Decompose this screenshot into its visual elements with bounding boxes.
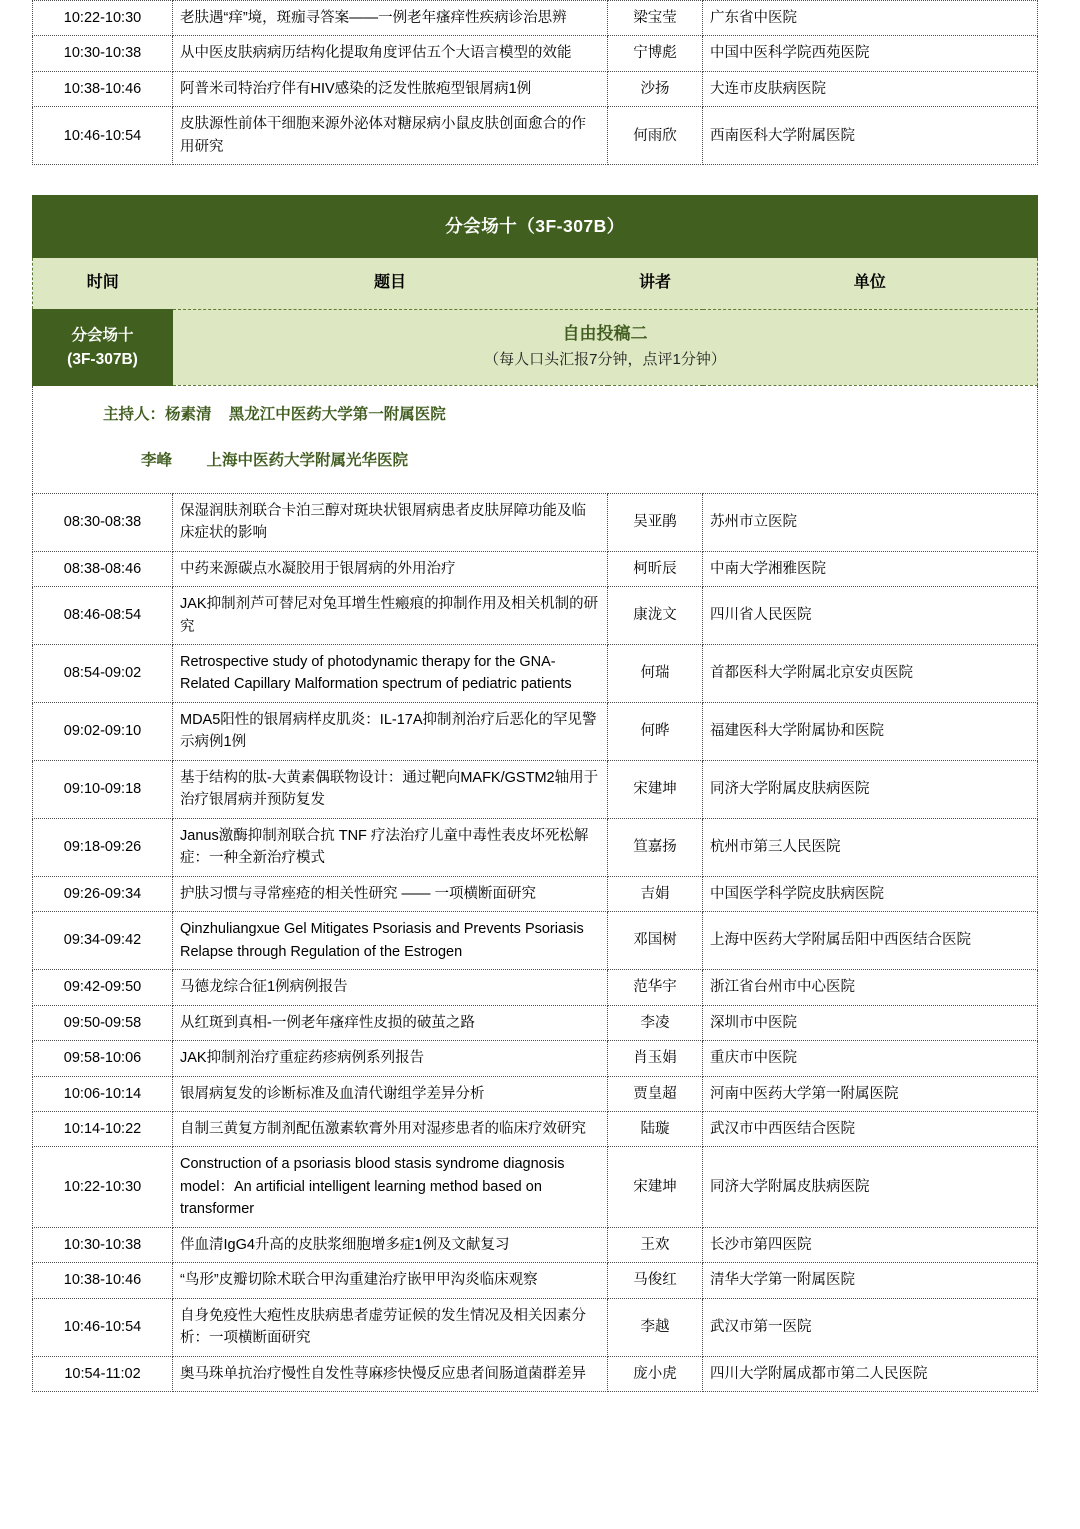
row-org: 河南中医药大学第一附属医院 (703, 1076, 1038, 1111)
row-speaker: 宋建坤 (608, 760, 703, 818)
row-title: 中药来源碳点水凝胶用于银屑病的外用治疗 (173, 551, 608, 586)
table-row (33, 1112, 1038, 1147)
venue-schedule-table (32, 195, 1038, 1392)
table-row (33, 493, 1038, 551)
row-org: 武汉市中西医结合医院 (703, 1112, 1038, 1147)
row-org: 深圳市中医院 (703, 1005, 1038, 1040)
row-title: 银屑病复发的诊断标准及血清代谢组学差异分析 (173, 1076, 608, 1111)
row-time: 10:46-10:54 (33, 107, 173, 165)
row-speaker: 吉娟 (608, 876, 703, 911)
row-time: 10:30-10:38 (33, 1227, 173, 1262)
row-speaker: 何雨欣 (608, 107, 703, 165)
table-row (33, 1263, 1038, 1298)
row-time: 08:30-08:38 (33, 493, 173, 551)
table-row (33, 912, 1038, 970)
row-time: 10:14-10:22 (33, 1112, 173, 1147)
row-speaker: 邓国树 (608, 912, 703, 970)
row-speaker: 肖玉娟 (608, 1041, 703, 1076)
row-speaker: 何晔 (608, 702, 703, 760)
table-row (33, 644, 1038, 702)
column-header-title: 题目 (173, 258, 608, 310)
table-row (33, 1005, 1038, 1040)
row-title: 基于结构的肽-大黄素偶联物设计：通过靶向MAFK/GSTM2轴用于治疗银屑病并预防复发 (173, 760, 608, 818)
table-row (33, 876, 1038, 911)
row-title: 奥马珠单抗治疗慢性自发性荨麻疹快慢反应患者间肠道菌群差异 (173, 1356, 608, 1391)
session-hosts-row (33, 385, 1038, 493)
row-speaker: 庞小虎 (608, 1356, 703, 1391)
row-org: 清华大学第一附属医院 (703, 1263, 1038, 1298)
row-title: 从红斑到真相-一例老年瘙痒性皮损的破茧之路 (173, 1005, 608, 1040)
row-speaker: 梁宝莹 (608, 1, 703, 36)
row-title: JAK抑制剂治疗重症药疹病例系列报告 (173, 1041, 608, 1076)
row-org: 苏州市立医院 (703, 493, 1038, 551)
host-line-2: 李峰 上海中医药大学附属光华医院 (141, 452, 408, 470)
row-time: 10:54-11:02 (33, 1356, 173, 1391)
column-header-speaker: 讲者 (608, 258, 703, 310)
row-org: 长沙市第四医院 (703, 1227, 1038, 1262)
table-row (33, 1041, 1038, 1076)
row-speaker: 李越 (608, 1298, 703, 1356)
session-venue-tag-line2: (3F-307B) (67, 350, 138, 368)
row-time: 08:54-09:02 (33, 644, 173, 702)
continued-table-body (33, 1, 1038, 165)
row-org: 大连市皮肤病医院 (703, 71, 1038, 106)
row-speaker: 康泷文 (608, 587, 703, 645)
row-time: 09:10-09:18 (33, 760, 173, 818)
row-title: 从中医皮肤病病历结构化提取角度评估五个大语言模型的效能 (173, 36, 608, 71)
table-row (33, 36, 1038, 71)
row-title: Janus激酶抑制剂联合抗 TNF 疗法治疗儿童中毒性表皮坏死松解症：一种全新治疗模式 (173, 818, 608, 876)
table-row (33, 1076, 1038, 1111)
row-title: Retrospective study of photodynamic therapy for the GNA-Related Capillary Malformation spectrum of pediatric patients (173, 644, 608, 702)
host-line-1: 主持人：杨素清 黑龙江中医药大学第一附属医院 (103, 405, 446, 423)
venue-banner-title: 分会场十（3F-307B） (33, 196, 1038, 258)
column-header-org: 单位 (703, 258, 1038, 310)
row-speaker: 李凌 (608, 1005, 703, 1040)
row-org: 浙江省台州市中心医院 (703, 970, 1038, 1005)
row-title: MDA5阳性的银屑病样皮肌炎：IL-17A抑制剂治疗后恶化的罕见警示病例1例 (173, 702, 608, 760)
table-row (33, 760, 1038, 818)
table-row (33, 818, 1038, 876)
row-org: 重庆市中医院 (703, 1041, 1038, 1076)
row-title: Qinzhuliangxue Gel Mitigates Psoriasis and Prevents Psoriasis Relapse through Regulation of the Estrogen (173, 912, 608, 970)
row-title: 伴血清IgG4升高的皮肤浆细胞增多症1例及文献复习 (173, 1227, 608, 1262)
row-org: 西南医科大学附属医院 (703, 107, 1038, 165)
session-hosts-cell (33, 385, 1038, 493)
row-time: 10:06-10:14 (33, 1076, 173, 1111)
row-title: 保湿润肤剂联合卡泊三醇对斑块状银屑病患者皮肤屏障功能及临床症状的影响 (173, 493, 608, 551)
row-title: “鸟形”皮瓣切除术联合甲沟重建治疗嵌甲甲沟炎临床观察 (173, 1263, 608, 1298)
row-speaker: 宁博彪 (608, 36, 703, 71)
venue-banner-row (33, 196, 1038, 258)
row-org: 四川省人民医院 (703, 587, 1038, 645)
session-note: （每人口头汇报7分钟，点评1分钟） (484, 351, 726, 369)
continued-schedule-table (32, 0, 1038, 165)
row-time: 09:18-09:26 (33, 818, 173, 876)
row-title: 马德龙综合征1例病例报告 (173, 970, 608, 1005)
table-row (33, 1298, 1038, 1356)
row-speaker: 贾皇超 (608, 1076, 703, 1111)
row-title: 自身免疫性大疱性皮肤病患者虚劳证候的发生情况及相关因素分析：一项横断面研究 (173, 1298, 608, 1356)
row-title: 阿普米司特治疗伴有HIV感染的泛发性脓疱型银屑病1例 (173, 71, 608, 106)
row-time: 10:38-10:46 (33, 1263, 173, 1298)
table-row (33, 1147, 1038, 1227)
row-speaker: 王欢 (608, 1227, 703, 1262)
row-speaker: 宋建坤 (608, 1147, 703, 1227)
row-speaker: 马俊红 (608, 1263, 703, 1298)
row-org: 中国医学科学院皮肤病医院 (703, 876, 1038, 911)
row-time: 09:42-09:50 (33, 970, 173, 1005)
row-title: 老肤遇“痒”境，斑痂寻答案——一例老年瘙痒性疾病诊治思辨 (173, 1, 608, 36)
row-speaker: 沙扬 (608, 71, 703, 106)
row-speaker: 何瑞 (608, 644, 703, 702)
row-speaker: 柯昕辰 (608, 551, 703, 586)
column-header-time: 时间 (33, 258, 173, 310)
row-org: 同济大学附属皮肤病医院 (703, 1147, 1038, 1227)
row-org: 中国中医科学院西苑医院 (703, 36, 1038, 71)
row-org: 中南大学湘雅医院 (703, 551, 1038, 586)
row-time: 10:30-10:38 (33, 36, 173, 71)
table-row (33, 587, 1038, 645)
row-time: 10:22-10:30 (33, 1147, 173, 1227)
row-org: 四川大学附属成都市第二人民医院 (703, 1356, 1038, 1391)
session-info (173, 310, 1038, 386)
table-row (33, 1, 1038, 36)
row-title: 护肤习惯与寻常痤疮的相关性研究 —— 一项横断面研究 (173, 876, 608, 911)
row-time: 09:02-09:10 (33, 702, 173, 760)
row-time: 10:38-10:46 (33, 71, 173, 106)
row-speaker: 范华宇 (608, 970, 703, 1005)
session-venue-tag-line1: 分会场十 (71, 327, 134, 345)
table-row (33, 1227, 1038, 1262)
row-org: 首都医科大学附属北京安贞医院 (703, 644, 1038, 702)
row-time: 08:38-08:46 (33, 551, 173, 586)
row-time: 09:34-09:42 (33, 912, 173, 970)
table-row (33, 702, 1038, 760)
table-spacer (32, 165, 1048, 195)
table-row (33, 107, 1038, 165)
venue-table-body (33, 196, 1038, 1392)
column-header-row (33, 258, 1038, 310)
session-header-row (33, 310, 1038, 386)
row-title: Construction of a psoriasis blood stasis syndrome diagnosis model：An artificial intelligent learning method based on transformer (173, 1147, 608, 1227)
row-org: 武汉市第一医院 (703, 1298, 1038, 1356)
row-time: 09:26-09:34 (33, 876, 173, 911)
row-title: JAK抑制剂芦可替尼对兔耳增生性瘢痕的抑制作用及相关机制的研究 (173, 587, 608, 645)
row-speaker: 吴亚鹃 (608, 493, 703, 551)
row-time: 08:46-08:54 (33, 587, 173, 645)
session-venue-tag (33, 310, 173, 386)
row-time: 09:50-09:58 (33, 1005, 173, 1040)
row-title: 皮肤源性前体干细胞来源外泌体对糖尿病小鼠皮肤创面愈合的作用研究 (173, 107, 608, 165)
row-org: 杭州市第三人民医院 (703, 818, 1038, 876)
row-title: 自制三黄复方制剂配伍激素软膏外用对湿疹患者的临床疗效研究 (173, 1112, 608, 1147)
session-name: 自由投稿二 (562, 324, 648, 344)
table-row (33, 970, 1038, 1005)
row-org: 同济大学附属皮肤病医院 (703, 760, 1038, 818)
row-time: 09:58-10:06 (33, 1041, 173, 1076)
table-row (33, 551, 1038, 586)
table-row (33, 1356, 1038, 1391)
row-org: 广东省中医院 (703, 1, 1038, 36)
row-time: 10:46-10:54 (33, 1298, 173, 1356)
row-speaker: 陆璇 (608, 1112, 703, 1147)
row-time: 10:22-10:30 (33, 1, 173, 36)
table-row (33, 71, 1038, 106)
row-org: 上海中医药大学附属岳阳中西医结合医院 (703, 912, 1038, 970)
row-org: 福建医科大学附属协和医院 (703, 702, 1038, 760)
row-speaker: 笪嘉扬 (608, 818, 703, 876)
